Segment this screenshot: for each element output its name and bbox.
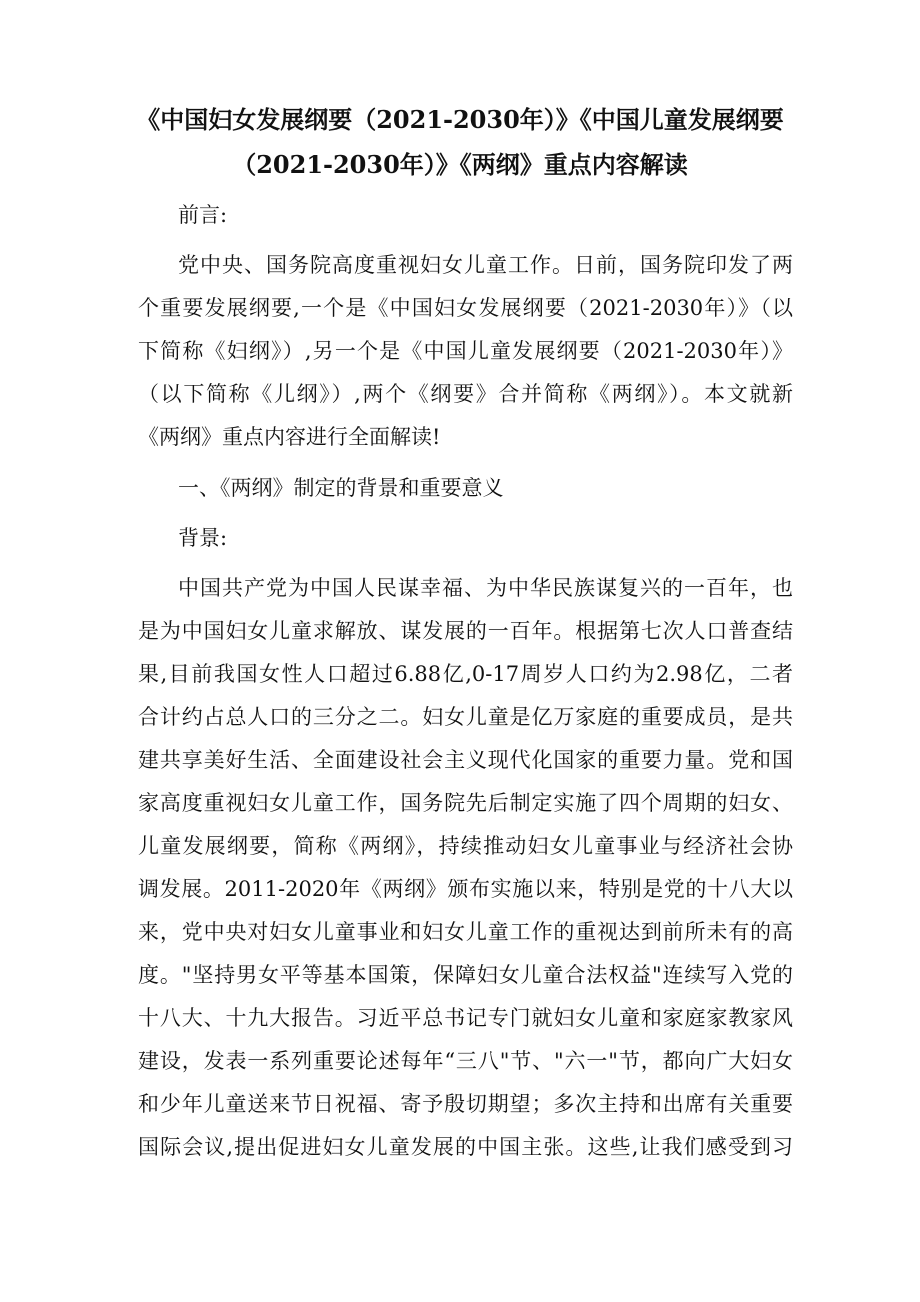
preface-heading: 前言: (178, 203, 228, 227)
background-line: 国际会议,提出促进妇女儿童发展的中国主张。这些,让我们感受到习 (138, 1135, 793, 1159)
background-line: 中国共产党为中国人民谋幸福、为中华民族谋复兴的一百年，也 (178, 576, 793, 600)
background-line: 合计约占总人口的三分之二。妇女儿童是亿万家庭的重要成员，是共 (138, 705, 793, 729)
background-heading: 背景: (178, 526, 228, 550)
background-line: 家高度重视妇女儿童工作，国务院先后制定实施了四个周期的妇女、 (138, 791, 793, 815)
background-line: 儿童发展纲要，简称《两纲》，持续推动妇女儿童事业与经济社会协 (138, 834, 793, 858)
background-line: 调发展。2011-2020年《两纲》颁布实施以来，特别是党的十八大以 (138, 877, 793, 901)
background-line: 度。"坚持男女平等基本国策，保障妇女儿童合法权益"连续写入党的 (138, 963, 793, 987)
preface-line: 《两纲》重点内容进行全面解读! (138, 425, 441, 449)
background-line: 建共享美好生活、全面建设社会主义现代化国家的重要力量。党和国 (138, 748, 793, 772)
preface-line: 下简称《妇纲》）,另一个是《中国儿童发展纲要（2021-2030年）》 (138, 339, 793, 363)
background-line: 是为中国妇女儿童求解放、谋发展的一百年。根据第七次人口普查结 (138, 619, 793, 643)
preface-line: （以下简称《儿纲》）,两个《纲要》合并简称《两纲》）。本文就新 (138, 382, 793, 406)
document-title-line-1: 《中国妇女发展纲要（2021-2030年）》《中国儿童发展纲要 (136, 105, 784, 134)
background-line: 果,目前我国女性人口超过6.88亿,0-17周岁人口约为2.98亿，二者 (138, 662, 793, 686)
background-line: 和少年儿童送来节日祝福、寄予殷切期望；多次主持和出席有关重要 (138, 1092, 793, 1116)
preface-line: 党中央、国务院高度重视妇女儿童工作。日前，国务院印发了两 (178, 253, 793, 277)
background-line: 十八大、十九大报告。习近平总书记专门就妇女儿童和家庭家教家风 (138, 1006, 793, 1030)
document-title-line-2: （2021-2030年）》《两纲》重点内容解读 (232, 150, 688, 179)
background-line: 建设，发表一系列重要论述每年“三八"节、"六一"节，都向广大妇女 (138, 1049, 793, 1073)
section-heading: 一、《两纲》制定的背景和重要意义 (178, 476, 504, 500)
background-line: 来，党中央对妇女儿童事业和妇女儿童工作的重视达到前所未有的高 (138, 920, 793, 944)
preface-line: 个重要发展纲要,一个是《中国妇女发展纲要（2021-2030年）》（以 (138, 296, 793, 320)
